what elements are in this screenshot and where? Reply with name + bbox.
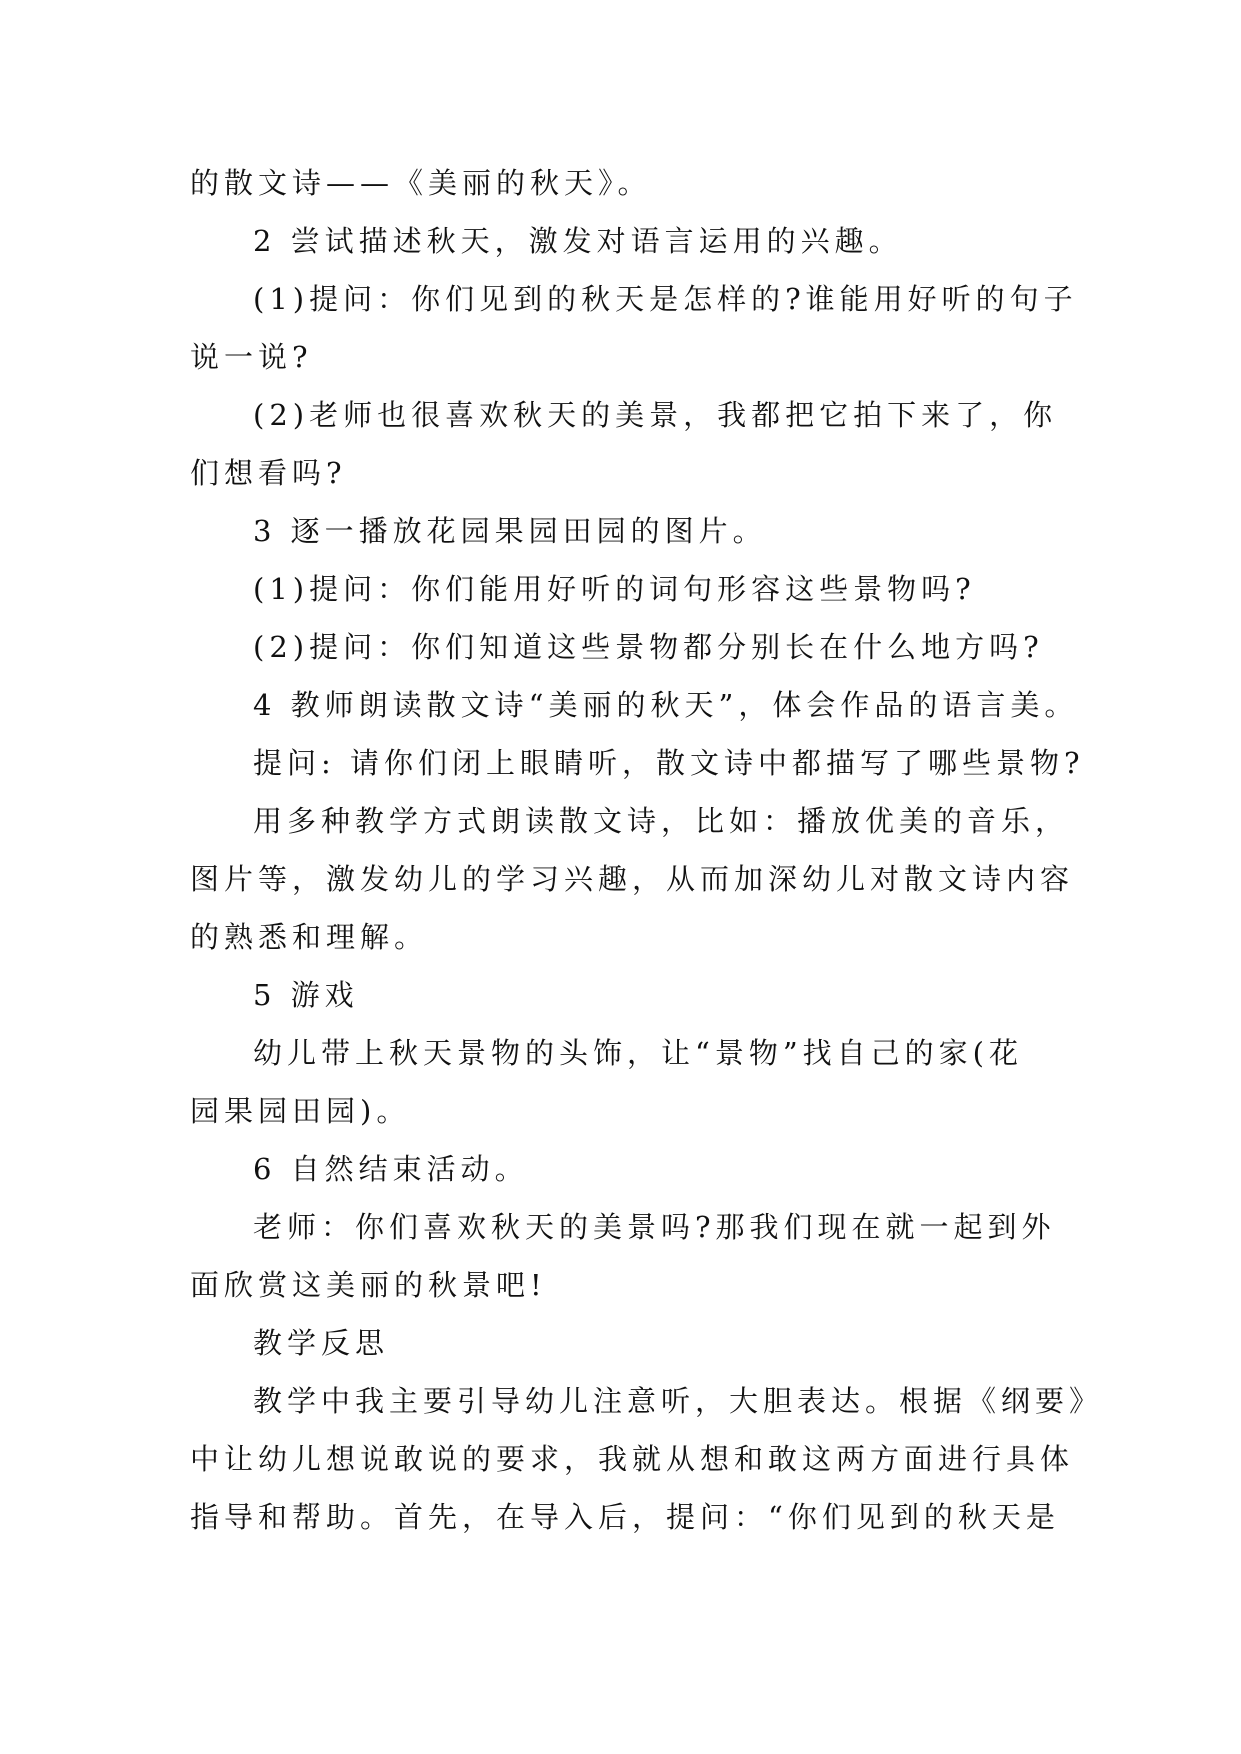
text-line: (2)老师也很喜欢秋天的美景，我都把它拍下来了，你 (253, 398, 1058, 432)
text-line: (1)提问：你们能用好听的词句形容这些景物吗? (253, 572, 976, 606)
text-line: 中让幼儿想说敢说的要求，我就从想和敢这两方面进行具体 (190, 1442, 1075, 1476)
text-line: 提问: 请你们闭上眼睛听，散文诗中都描写了哪些景物? (253, 746, 1085, 780)
text-line: 用多种教学方式朗读散文诗，比如：播放优美的音乐， (253, 804, 1070, 838)
text-line: (2)提问：你们知道这些景物都分别长在什么地方吗? (253, 630, 1044, 664)
text-line: 园果园田园)。 (190, 1094, 411, 1128)
text-line: 指导和帮助。首先，在导入后，提问：“你们见到的秋天是 (190, 1500, 1060, 1534)
text-line: 老师：你们喜欢秋天的美景吗?那我们现在就一起到外 (253, 1210, 1056, 1244)
text-line: 教学中我主要引导幼儿注意听，大胆表达。根据《纲要》 (253, 1384, 1104, 1418)
text-line: (1)提问：你们见到的秋天是怎样的?谁能用好听的句子 (253, 282, 1078, 316)
text-line: 的熟悉和理解。 (190, 920, 429, 954)
text-line: 说一说? (190, 340, 313, 374)
document-body (190, 154, 1104, 1546)
text-line: 面欣赏这美丽的秋景吧! (190, 1268, 547, 1302)
text-line: 3 逐一播放花园果园田园的图片。 (253, 514, 767, 548)
text-line: 的散文诗——《美丽的秋天》。 (190, 166, 652, 200)
text-line: 幼儿带上秋天景物的头饰，让“景物”找自己的家(花 (253, 1036, 1023, 1070)
text-line: 5 游戏 (253, 978, 359, 1012)
text-line: 图片等，激发幼儿的学习兴趣，从而加深幼儿对散文诗内容 (190, 862, 1075, 896)
text-line: 2 尝试描述秋天，激发对语言运用的兴趣。 (253, 224, 903, 258)
text-line: 4 教师朗读散文诗“美丽的秋天”，体会作品的语言美。 (253, 688, 1079, 722)
text-line: 6 自然结束活动。 (253, 1152, 529, 1186)
text-line: 们想看吗? (190, 456, 347, 490)
section-heading: 教学反思 (253, 1326, 390, 1360)
